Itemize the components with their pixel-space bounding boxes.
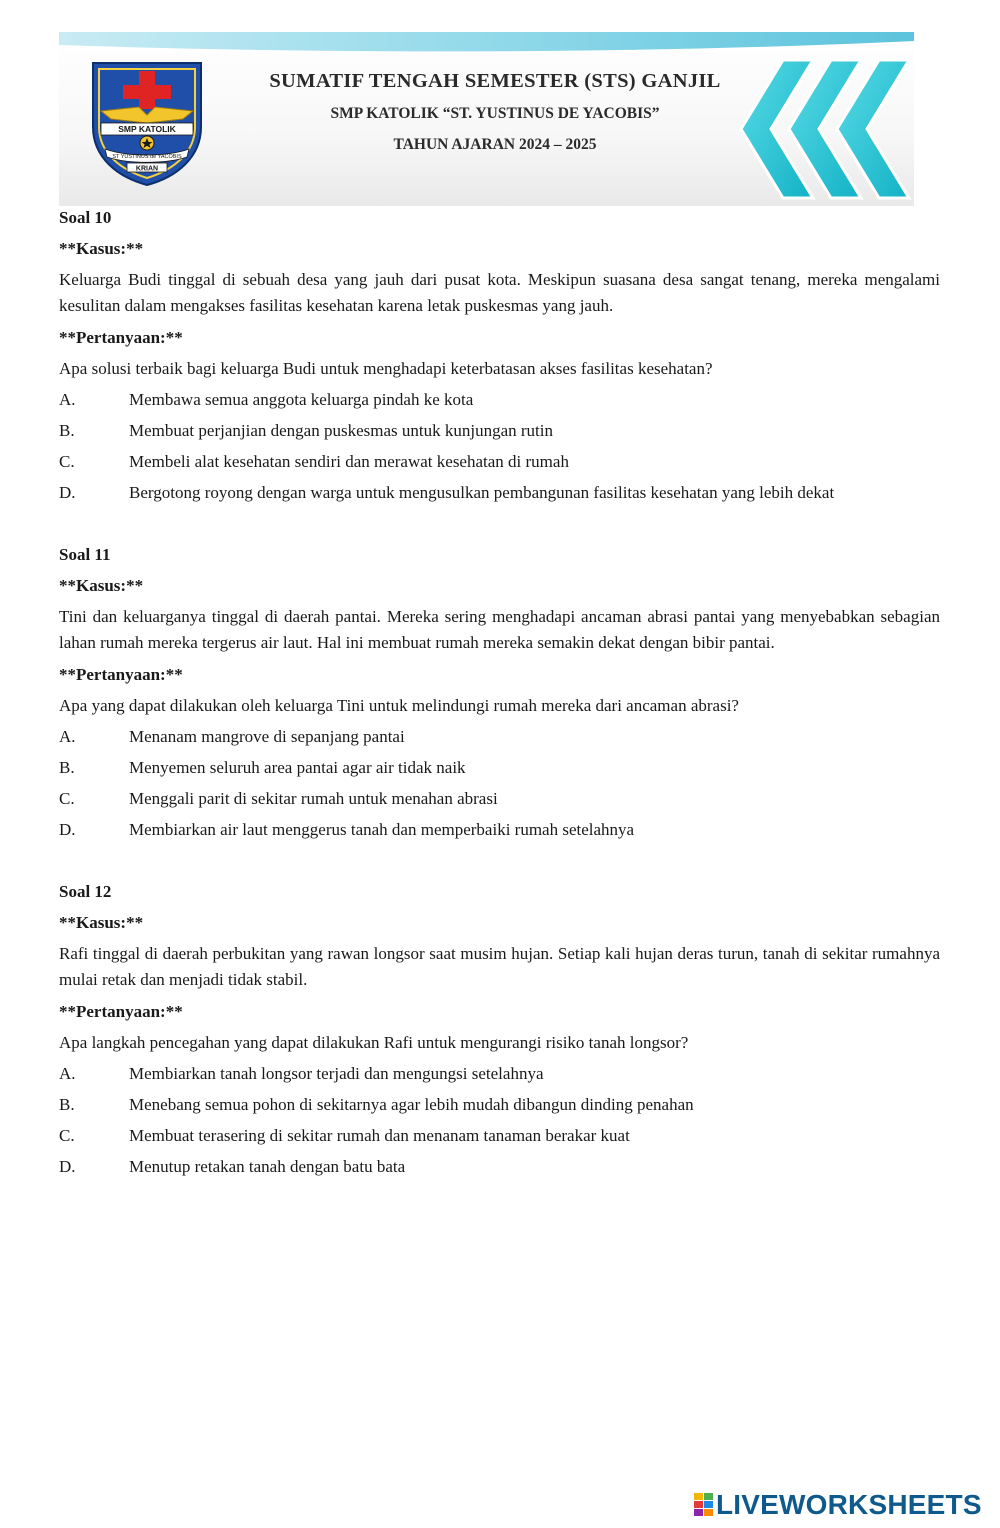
question-block xyxy=(59,876,940,1182)
option-text: Membuat terasering di sekitar rumah dan menanam tanaman berakar kuat xyxy=(129,1126,630,1145)
option-text: Menyemen seluruh area pantai agar air tidak naik xyxy=(129,758,466,777)
banner-text-block xyxy=(215,70,775,154)
option-letter: A. xyxy=(59,390,76,409)
option-letter: D. xyxy=(59,483,76,502)
answer-option-b[interactable] xyxy=(59,415,940,446)
liveworksheets-watermark[interactable] xyxy=(693,1488,982,1522)
option-text: Membiarkan air laut menggerus tanah dan memperbaiki rumah setelahnya xyxy=(129,820,635,839)
option-text: Bergotong royong dengan warga untuk mengusulkan pembangunan fasilitas kesehatan yang lebih dekat xyxy=(129,483,835,502)
answer-option-d[interactable] xyxy=(59,814,940,845)
question-label: **Pertanyaan:** xyxy=(59,328,183,347)
option-text: Membawa semua anggota keluarga pindah ke kota xyxy=(129,390,474,409)
option-text: Menanam mangrove di sepanjang pantai xyxy=(129,727,405,746)
question-list xyxy=(59,202,940,1213)
exam-title: SUMATIF TENGAH SEMESTER (STS) GANJIL xyxy=(269,70,721,92)
case-text: Keluarga Budi tinggal di sebuah desa yang jauh dari pusat kota. Meskipun suasana desa sangat tenang, mereka mengalami kesulitan dalam mengakses fasilitas kesehatan karena letak puskesmas yang jauh. xyxy=(59,270,940,315)
question-text: Apa yang dapat dilakukan oleh keluarga Tini untuk melindungi rumah mereka dari ancaman abrasi? xyxy=(59,696,739,715)
answer-option-a[interactable] xyxy=(59,721,940,752)
option-letter: C. xyxy=(59,1126,75,1145)
question-text: Apa solusi terbaik bagi keluarga Budi untuk menghadapi keterbatasan akses fasilitas kesehatan? xyxy=(59,359,713,378)
option-letter: B. xyxy=(59,758,75,777)
question-title: Soal 11 xyxy=(59,545,111,564)
answer-option-a[interactable] xyxy=(59,1058,940,1089)
liveworksheets-logo-icon xyxy=(693,1491,715,1519)
answer-option-d[interactable] xyxy=(59,1151,940,1182)
question-block xyxy=(59,539,940,845)
answer-option-c[interactable] xyxy=(59,1120,940,1151)
answer-option-b[interactable] xyxy=(59,1089,940,1120)
answer-option-b[interactable] xyxy=(59,752,940,783)
option-text: Menutup retakan tanah dengan batu bata xyxy=(129,1157,406,1176)
question-title: Soal 12 xyxy=(59,882,112,901)
option-text: Membuat perjanjian dengan puskesmas untuk kunjungan rutin xyxy=(129,421,553,440)
question-title: Soal 10 xyxy=(59,208,112,227)
case-text: Tini dan keluarganya tinggal di daerah pantai. Mereka sering menghadapi ancaman abrasi pantai yang menyebabkan sebagian lahan rumah mereka tergerus air laut. Hal ini membuat rumah mereka semakin dekat dengan bibir pantai. xyxy=(59,607,940,652)
question-text: Apa langkah pencegahan yang dapat dilakukan Rafi untuk mengurangi risiko tanah longsor? xyxy=(59,1033,689,1052)
option-letter: A. xyxy=(59,727,76,746)
option-text: Menebang semua pohon di sekitarnya agar lebih mudah dibangun dinding penahan xyxy=(129,1095,694,1114)
school-logo xyxy=(87,57,207,187)
option-letter: C. xyxy=(59,452,75,471)
question-label: **Pertanyaan:** xyxy=(59,1002,183,1021)
option-text: Membeli alat kesehatan sendiri dan merawat kesehatan di rumah xyxy=(129,452,569,471)
logo-top-text: SMP KATOLIK xyxy=(118,124,176,134)
option-letter: C. xyxy=(59,789,75,808)
option-letter: B. xyxy=(59,421,75,440)
answer-option-c[interactable] xyxy=(59,783,940,814)
academic-year: TAHUN AJARAN 2024 – 2025 xyxy=(393,136,597,153)
logo-ribbon-text: ST YUSTINUS de YACOBIS xyxy=(112,154,182,160)
answer-option-d[interactable] xyxy=(59,477,940,508)
answer-option-a[interactable] xyxy=(59,384,940,415)
answer-option-c[interactable] xyxy=(59,446,940,477)
case-text: Rafi tinggal di daerah perbukitan yang rawan longsor saat musim hujan. Setiap kali hujan deras turun, tanah di sekitar rumahnya mulai retak dan menjadi tidak stabil. xyxy=(59,944,940,989)
option-text: Menggali parit di sekitar rumah untuk menahan abrasi xyxy=(129,789,498,808)
case-label: **Kasus:** xyxy=(59,239,144,258)
option-letter: D. xyxy=(59,820,76,839)
header-banner xyxy=(59,32,914,206)
question-label: **Pertanyaan:** xyxy=(59,665,183,684)
option-text: Membiarkan tanah longsor terjadi dan mengungsi setelahnya xyxy=(129,1064,544,1083)
watermark-text: LIVEWORKSHEETS xyxy=(716,1489,982,1520)
option-letter: A. xyxy=(59,1064,76,1083)
chevron-arrows-icon xyxy=(731,54,914,204)
school-name: SMP KATOLIK “ST. YUSTINUS DE YACOBIS” xyxy=(330,105,660,122)
option-letter: D. xyxy=(59,1157,76,1176)
case-label: **Kasus:** xyxy=(59,913,144,932)
case-label: **Kasus:** xyxy=(59,576,144,595)
option-letter: B. xyxy=(59,1095,75,1114)
logo-bottom-text: KRIAN xyxy=(135,165,159,173)
question-block xyxy=(59,202,940,508)
